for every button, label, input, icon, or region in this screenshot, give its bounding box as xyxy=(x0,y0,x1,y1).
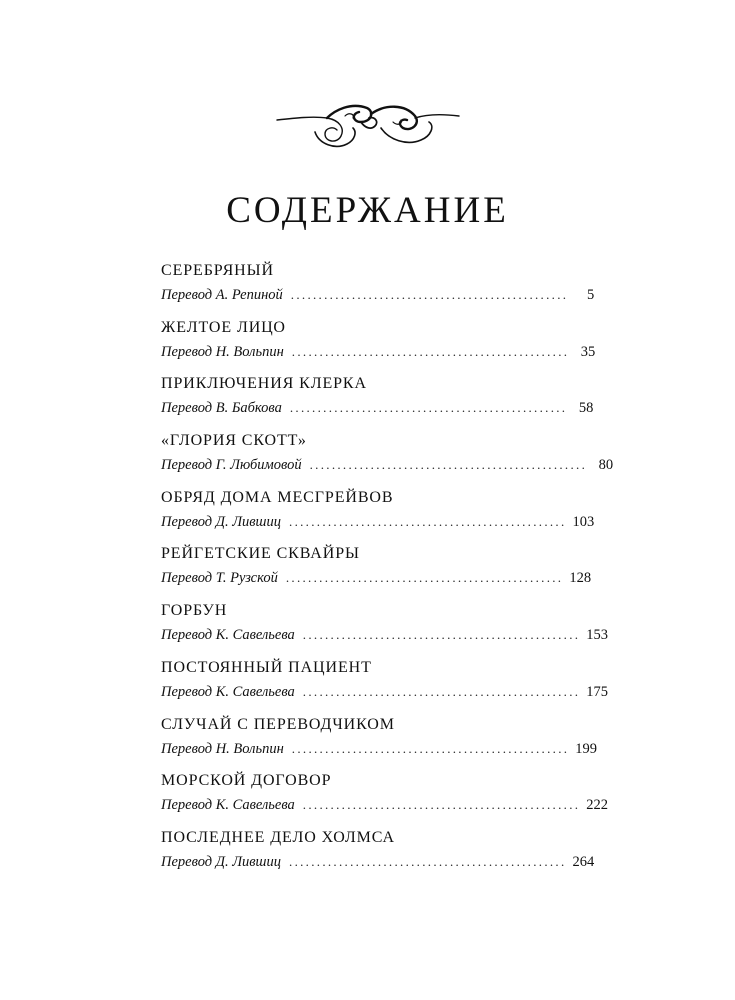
toc-entry xyxy=(161,712,598,769)
entry-page-number: 103 xyxy=(572,513,595,530)
toc-entry xyxy=(161,655,609,712)
entry-line xyxy=(161,738,598,760)
toc-entry xyxy=(161,598,609,655)
dot-leader: .................................................. xyxy=(289,513,567,529)
entry-translator: Перевод Н. Вольпин xyxy=(161,740,284,757)
entry-line xyxy=(161,681,609,703)
toc-entry xyxy=(161,428,614,485)
entry-page-number: 128 xyxy=(569,570,592,587)
entry-title: ЖЕЛТОЕ ЛИЦО xyxy=(161,318,286,336)
entry-line xyxy=(161,397,594,419)
entry-title: РЕЙГЕТСКИЕ СКВАЙРЫ xyxy=(161,545,360,563)
entry-title: ПОСТОЯННЫЙ ПАЦИЕНТ xyxy=(161,658,372,676)
dot-leader: .................................................. xyxy=(302,797,581,813)
toc-entry xyxy=(161,258,595,315)
flourish-ornament-icon xyxy=(275,92,461,154)
entry-translator: Перевод В. Бабкова xyxy=(161,400,282,417)
entry-translator: Перевод Н. Вольпин xyxy=(161,343,284,360)
toc-entry xyxy=(161,315,596,372)
toc-entry xyxy=(161,371,594,428)
entry-title: ОБРЯД ДОМА МЕСГРЕЙВОВ xyxy=(161,488,394,506)
entry-page-number: 199 xyxy=(575,740,598,757)
toc-entry xyxy=(161,485,595,542)
entry-page-number: 175 xyxy=(586,683,609,700)
dot-leader: .................................................. xyxy=(302,627,581,643)
entry-translator: Перевод Г. Любимовой xyxy=(161,457,302,474)
entry-title: ГОРБУН xyxy=(161,602,228,620)
entry-title: СЛУЧАЙ С ПЕРЕВОДЧИКОМ xyxy=(161,715,395,733)
entry-page-number: 5 xyxy=(587,287,595,303)
toc-entry xyxy=(161,541,592,598)
dot-leader: .................................................. xyxy=(289,400,568,416)
dot-leader: .................................................. xyxy=(289,853,567,869)
dot-leader: .................................................. xyxy=(291,740,570,756)
dot-leader: .................................................. xyxy=(291,343,570,359)
entry-line xyxy=(161,454,614,476)
entry-line xyxy=(161,851,595,873)
entry-translator: Перевод К. Савельева xyxy=(161,797,295,814)
entry-page-number: 153 xyxy=(586,627,609,644)
entry-line xyxy=(161,284,595,306)
entry-title: ПОСЛЕДНЕЕ ДЕЛО ХОЛМСА xyxy=(161,828,396,846)
toc-entry xyxy=(161,825,595,882)
entry-page-number: 264 xyxy=(572,853,595,870)
entry-translator: Перевод Д. Лившиц xyxy=(161,513,282,530)
entry-line xyxy=(161,624,609,646)
entry-translator: Перевод К. Савельева xyxy=(161,683,295,700)
entry-line xyxy=(161,341,596,363)
entry-page-number: 222 xyxy=(586,797,609,814)
entry-translator: Перевод К. Савельева xyxy=(161,627,295,644)
entry-title: «ГЛОРИЯ СКОТТ» xyxy=(161,432,307,450)
entry-line xyxy=(161,511,595,533)
entry-title: СЕРЕБРЯНЫЙ xyxy=(161,262,274,279)
entry-translator: Перевод А. Репиной xyxy=(161,287,283,303)
entry-page-number: 58 xyxy=(578,400,594,417)
entry-page-number: 80 xyxy=(598,457,614,474)
entry-line xyxy=(161,567,592,589)
dot-leader: .................................................. xyxy=(285,570,564,586)
entry-translator: Перевод Д. Лившиц xyxy=(161,853,282,870)
entry-title: ПРИКЛЮЧЕНИЯ КЛЕРКА xyxy=(161,375,367,393)
page-title: СОДЕРЖАНИЕ xyxy=(226,190,509,231)
dot-leader: .................................................. xyxy=(302,683,581,699)
entry-translator: Перевод Т. Рузской xyxy=(161,570,278,587)
dot-leader: .................................................. xyxy=(290,287,569,302)
entry-line xyxy=(161,794,609,816)
entry-title: МОРСКОЙ ДОГОВОР xyxy=(161,772,332,790)
entry-page-number: 35 xyxy=(580,343,596,360)
table-of-contents xyxy=(161,258,614,882)
dot-leader: .................................................. xyxy=(309,457,588,473)
toc-entry xyxy=(161,768,609,825)
